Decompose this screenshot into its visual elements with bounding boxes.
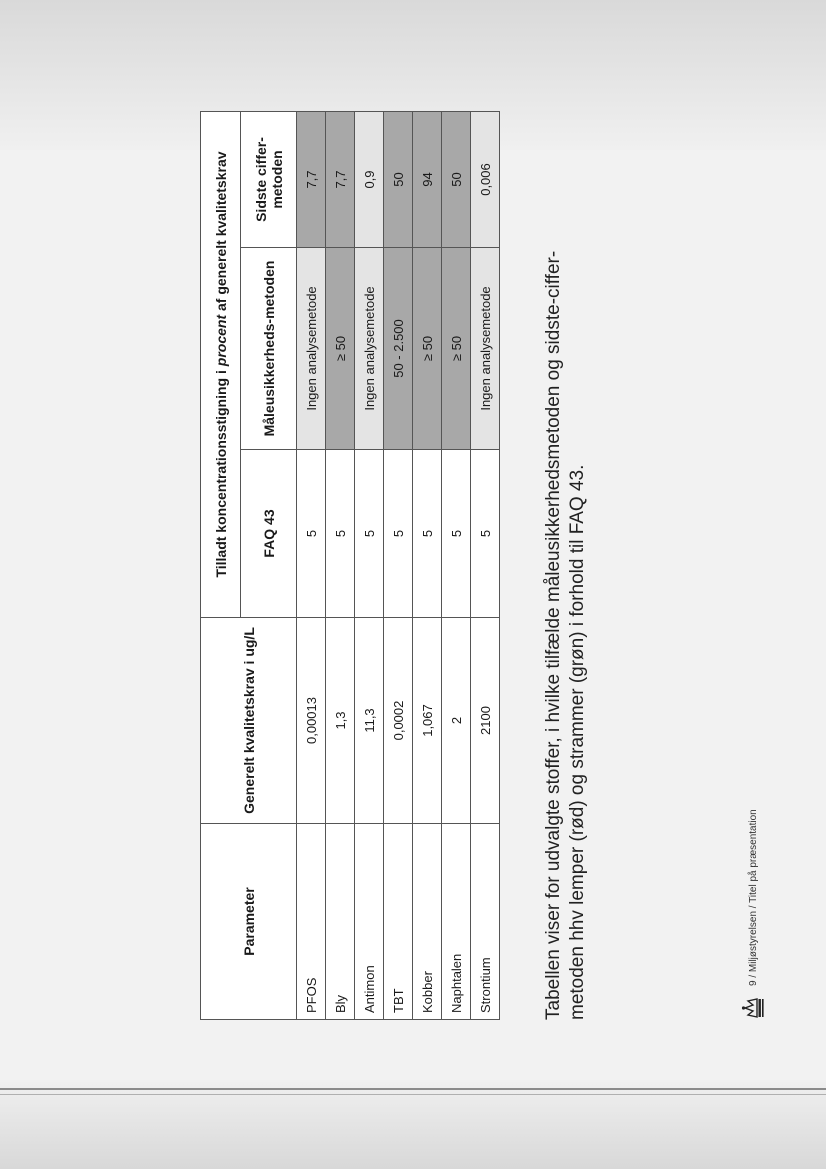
parameter-cell: Naphtalen <box>442 824 471 1020</box>
faq-cell: 5 <box>442 450 471 618</box>
parameter-cell: PFOS <box>297 824 326 1020</box>
last-digit-cell: 50 <box>442 112 471 248</box>
faq-cell: 5 <box>471 450 500 618</box>
faq-cell: 5 <box>384 450 413 618</box>
table-row <box>297 112 326 1020</box>
table-row <box>326 112 355 1020</box>
last-digit-cell: 0,006 <box>471 112 500 248</box>
header-faq43: FAQ 43 <box>241 450 297 618</box>
page-rule <box>0 1088 826 1090</box>
uncertainty-cell: Ingen analysemetode <box>297 248 326 450</box>
parameter-cell: Antimon <box>355 824 384 1020</box>
header-allowed-increase: Tilladt koncentrationsstigning i procent af generelt kvalitetskrav <box>201 112 241 618</box>
uncertainty-cell: Ingen analysemetode <box>355 248 384 450</box>
last-digit-cell: 50 <box>384 112 413 248</box>
table-row <box>471 112 500 1020</box>
uncertainty-cell: ≥ 50 <box>326 248 355 450</box>
uncertainty-cell: Ingen analysemetode <box>471 248 500 450</box>
quality-cell: 2 <box>442 618 471 824</box>
slide-footer <box>738 809 768 1020</box>
parameter-cell: Kobber <box>413 824 442 1020</box>
table-caption <box>542 120 590 1020</box>
faq-cell: 5 <box>355 450 384 618</box>
faq-cell: 5 <box>413 450 442 618</box>
footer-text: 9 / Miljøstyrelsen / Titel på præsentation <box>747 809 759 986</box>
parameter-cell: Bly <box>326 824 355 1020</box>
quality-cell: 0,0002 <box>384 618 413 824</box>
uncertainty-cell: ≥ 50 <box>442 248 471 450</box>
faq-cell: 5 <box>297 450 326 618</box>
faq-cell: 5 <box>326 450 355 618</box>
quality-table <box>200 111 500 1020</box>
last-digit-cell: 94 <box>413 112 442 248</box>
parameter-cell: Strontium <box>471 824 500 1020</box>
crown-logo-icon <box>740 996 766 1020</box>
table-row <box>355 112 384 1020</box>
page-rule-thin <box>0 1094 826 1095</box>
quality-cell: 1,3 <box>326 618 355 824</box>
rotated-slide <box>150 90 780 1060</box>
parameter-cell: TBT <box>384 824 413 1020</box>
uncertainty-cell: ≥ 50 <box>413 248 442 450</box>
table-row <box>442 112 471 1020</box>
table-row <box>384 112 413 1020</box>
quality-cell: 0,00013 <box>297 618 326 824</box>
header-uncertainty-method: Måleusikkerheds-metoden <box>241 248 297 450</box>
header-parameter: Parameter <box>201 824 297 1020</box>
uncertainty-cell: 50 - 2.500 <box>384 248 413 450</box>
caption-line-1: Tabellen viser for udvalgte stoffer, i hvilke tilfælde måleusikkerhedsmetoden og sidste-ciffer- <box>543 250 564 1020</box>
last-digit-cell: 0,9 <box>355 112 384 248</box>
quality-cell: 11,3 <box>355 618 384 824</box>
quality-cell: 2100 <box>471 618 500 824</box>
last-digit-cell: 7,7 <box>297 112 326 248</box>
header-last-digit-method: Sidste ciffer-metoden <box>241 112 297 248</box>
table-row <box>413 112 442 1020</box>
last-digit-cell: 7,7 <box>326 112 355 248</box>
header-quality-requirement: Generelt kvalitetskrav i ug/L <box>201 618 297 824</box>
quality-cell: 1,067 <box>413 618 442 824</box>
caption-line-2: metoden hhv lemper (rød) og strammer (grøn) i forhold til FAQ 43. <box>567 464 588 1020</box>
